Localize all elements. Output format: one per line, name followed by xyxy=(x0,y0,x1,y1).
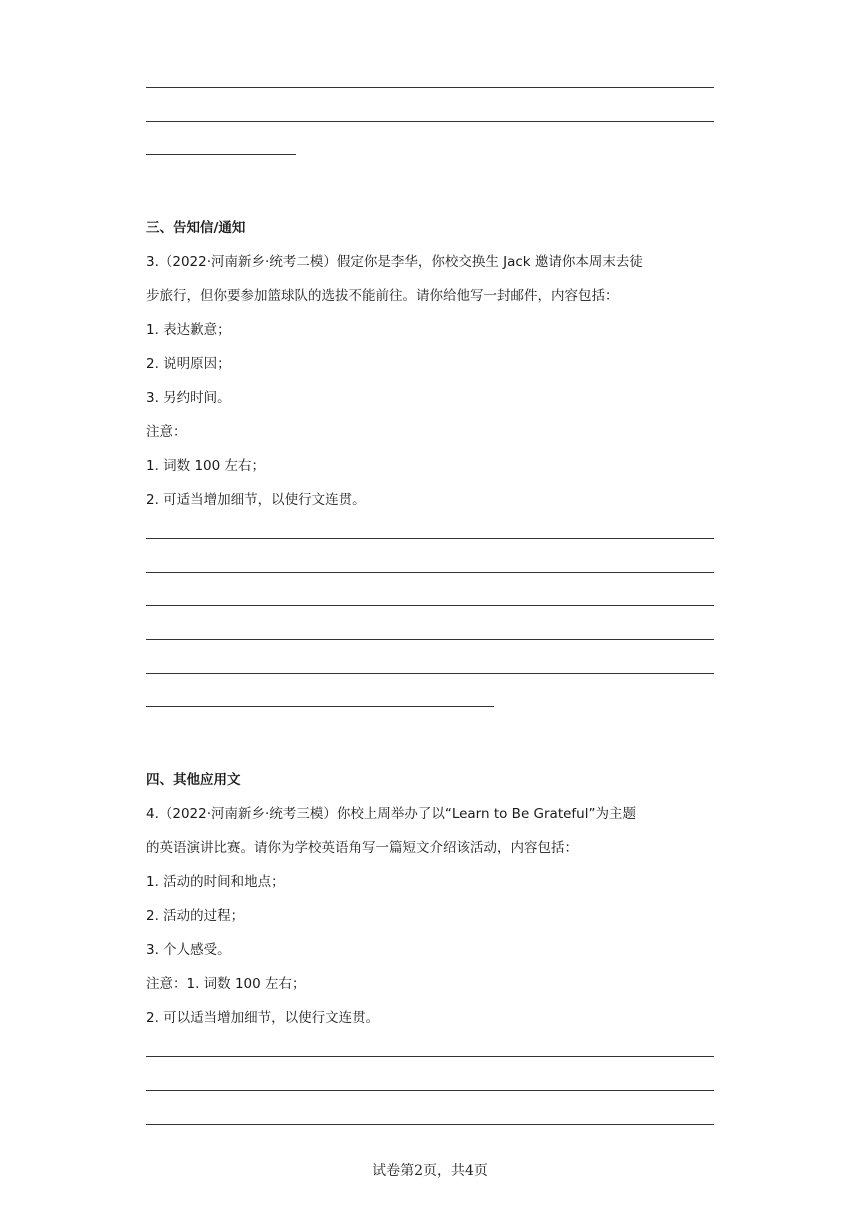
answer-line xyxy=(146,639,714,640)
note-item: 1. 词数 100 左右； xyxy=(146,458,266,474)
note-item: 注意：1. 词数 100 左右； xyxy=(146,976,306,992)
list-item: 1. 表达歉意； xyxy=(146,322,231,338)
answer-line xyxy=(146,1090,714,1091)
list-item: 3. 另约时间。 xyxy=(146,390,231,406)
note-label: 注意： xyxy=(146,424,187,440)
answer-line xyxy=(146,1124,714,1125)
list-item: 2. 活动的过程； xyxy=(146,908,245,924)
question-text: 4.（2022·河南新乡·统考三模）你校上周举办了以“Learn to Be Grateful”为主题 xyxy=(146,806,636,822)
list-item: 3. 个人感受。 xyxy=(146,942,231,958)
question-text: 步旅行，但你要参加篮球队的选拔不能前往。请你给他写一封邮件，内容包括： xyxy=(146,288,619,304)
answer-line xyxy=(146,1056,714,1057)
question-text: 3.（2022·河南新乡·统考二模）假定你是李华，你校交换生 Jack 邀请你本周末去徒 xyxy=(146,254,643,270)
answer-line xyxy=(146,121,714,122)
list-item: 2. 说明原因； xyxy=(146,356,231,372)
section-heading: 四、其他应用文 xyxy=(146,772,241,788)
answer-line xyxy=(146,673,714,674)
answer-line xyxy=(146,87,714,88)
answer-line xyxy=(146,605,714,606)
section-heading: 三、告知信/通知 xyxy=(146,220,246,236)
list-item: 1. 活动的时间和地点； xyxy=(146,874,285,890)
answer-line xyxy=(146,154,296,155)
note-item: 2. 可以适当增加细节，以使行文连贯。 xyxy=(146,1010,380,1026)
answer-line xyxy=(146,706,494,707)
note-item: 2. 可适当增加细节，以使行文连贯。 xyxy=(146,492,366,508)
page-footer: 试卷第2页，共4页 xyxy=(372,1163,488,1179)
question-text: 的英语演讲比赛。请你为学校英语角写一篇短文介绍该活动，内容包括： xyxy=(146,840,578,856)
answer-line xyxy=(146,538,714,539)
answer-line xyxy=(146,572,714,573)
